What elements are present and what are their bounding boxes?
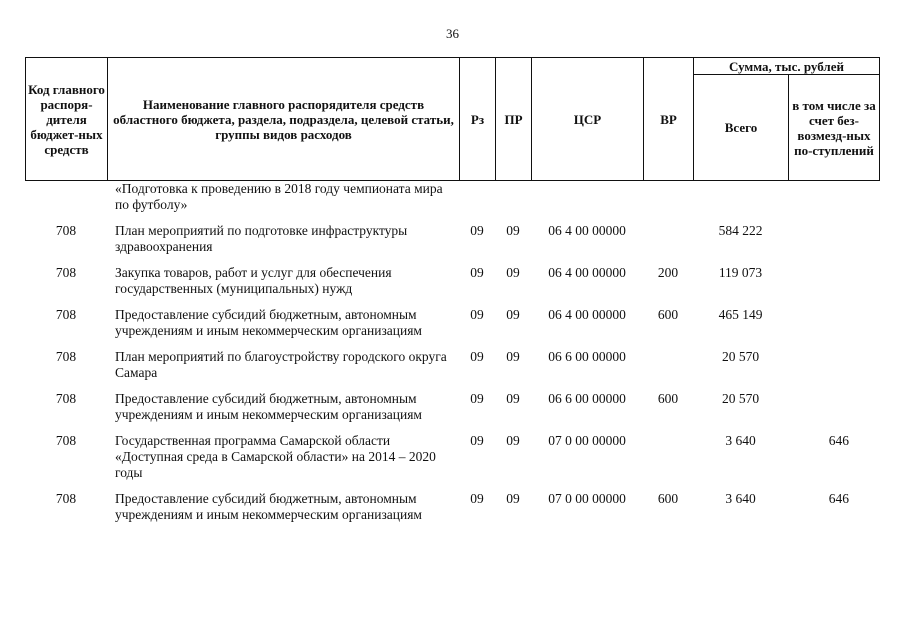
header-total: Всего — [694, 75, 789, 181]
cell-free — [788, 263, 879, 297]
cell-total: 20 570 — [721, 391, 760, 406]
cell-total: 465 149 — [718, 307, 763, 322]
table-row — [25, 431, 879, 481]
cell-csr: 06 4 00 00000 — [548, 307, 626, 322]
cell-code: 708 — [55, 391, 77, 406]
table-header — [25, 57, 880, 181]
cell-rz: 09 — [470, 265, 484, 280]
cell-pr: 09 — [506, 265, 520, 280]
cell-name: Предоставление субсидий бюджетным, автономным учреждениям и иным некоммерческим организациям — [115, 307, 422, 338]
cell-total: 119 073 — [718, 265, 763, 280]
header-name: Наименование главного распорядителя средств областного бюджета, раздела, подраздела, целевой статьи, группы видов расходов — [108, 58, 460, 181]
cell-total: 3 640 — [725, 433, 756, 448]
row-spacer — [25, 255, 879, 263]
cell-pr: 09 — [506, 391, 520, 406]
header-pr: ПР — [496, 58, 532, 181]
cell-code: 708 — [55, 307, 77, 322]
cell-code: 708 — [55, 349, 77, 364]
cell-rz: 09 — [470, 223, 484, 238]
cell-csr: 06 6 00 00000 — [548, 391, 626, 406]
cell-csr: 06 4 00 00000 — [548, 223, 626, 238]
cell-total: 20 570 — [721, 349, 760, 364]
cell-csr: 06 4 00 00000 — [548, 265, 626, 280]
table-body — [25, 179, 879, 523]
cell-vr: 200 — [657, 265, 679, 280]
row-spacer — [25, 381, 879, 389]
cell-rz: 09 — [470, 391, 484, 406]
cell-rz: 09 — [470, 433, 484, 448]
row-spacer — [25, 423, 879, 431]
cell-free — [788, 347, 879, 381]
cell-code: 708 — [55, 265, 77, 280]
page-number: 36 — [446, 26, 459, 41]
cell-csr: 06 6 00 00000 — [548, 349, 626, 364]
cell-code: 708 — [55, 491, 77, 506]
cell-total: 3 640 — [725, 491, 756, 506]
cell-free: 646 — [828, 433, 849, 448]
cell-vr — [643, 431, 693, 481]
cell-vr — [643, 221, 693, 255]
cell-name: План мероприятий по подготовке инфраструктуры здравоохранения — [115, 223, 408, 254]
row-spacer — [25, 481, 879, 489]
cell-name: Закупка товаров, работ и услуг для обеспечения государственных (муниципальных) нужд — [115, 265, 392, 296]
cell-name: Государственная программа Самарской области «Доступная среда в Самарской области» на 2014 – 2020 годы — [115, 433, 436, 480]
cell-pr: 09 — [506, 491, 520, 506]
cell-pr: 09 — [506, 349, 520, 364]
cell-name: Предоставление субсидий бюджетным, автономным учреждениям и иным некоммерческим организациям — [115, 491, 422, 522]
header-vr: ВР — [644, 58, 694, 181]
cell-vr: 600 — [657, 491, 679, 506]
cell-name: План мероприятий по благоустройству городского округа Самара — [115, 349, 447, 380]
continuation-row — [25, 179, 879, 213]
row-spacer — [25, 297, 879, 305]
header-rz: Рз — [460, 58, 496, 181]
header-free: в том числе за счет без-возмезд-ных по-ступлений — [789, 75, 880, 181]
cell-free — [788, 221, 879, 255]
cell-csr: 07 0 00 00000 — [548, 491, 626, 506]
cell-rz: 09 — [470, 349, 484, 364]
table-row — [25, 489, 879, 523]
row-spacer — [25, 213, 879, 221]
row-spacer — [25, 339, 879, 347]
cell-total: 584 222 — [718, 223, 763, 238]
continuation-text: «Подготовка к проведению в 2018 году чемпионата мира по футболу» — [115, 181, 443, 212]
header-csr: ЦСР — [532, 58, 644, 181]
cell-pr: 09 — [506, 307, 520, 322]
cell-vr: 600 — [657, 307, 679, 322]
table-row — [25, 389, 879, 423]
header-code: Код главного распоря-дителя бюджет-ных средств — [26, 58, 108, 181]
table-row — [25, 221, 879, 255]
cell-vr — [643, 347, 693, 381]
cell-rz: 09 — [470, 307, 484, 322]
table-row — [25, 263, 879, 297]
cell-free — [788, 305, 879, 339]
cell-code: 708 — [55, 223, 77, 238]
cell-csr: 07 0 00 00000 — [548, 433, 626, 448]
cell-free: 646 — [828, 491, 849, 506]
cell-code: 708 — [55, 433, 77, 448]
table-row — [25, 305, 879, 339]
header-sum-group: Сумма, тыс. рублей — [694, 58, 880, 75]
table-row — [25, 347, 879, 381]
cell-free — [788, 389, 879, 423]
cell-pr: 09 — [506, 223, 520, 238]
cell-rz: 09 — [470, 491, 484, 506]
cell-vr: 600 — [657, 391, 679, 406]
cell-name: Предоставление субсидий бюджетным, автономным учреждениям и иным некоммерческим организациям — [115, 391, 422, 422]
cell-pr: 09 — [506, 433, 520, 448]
